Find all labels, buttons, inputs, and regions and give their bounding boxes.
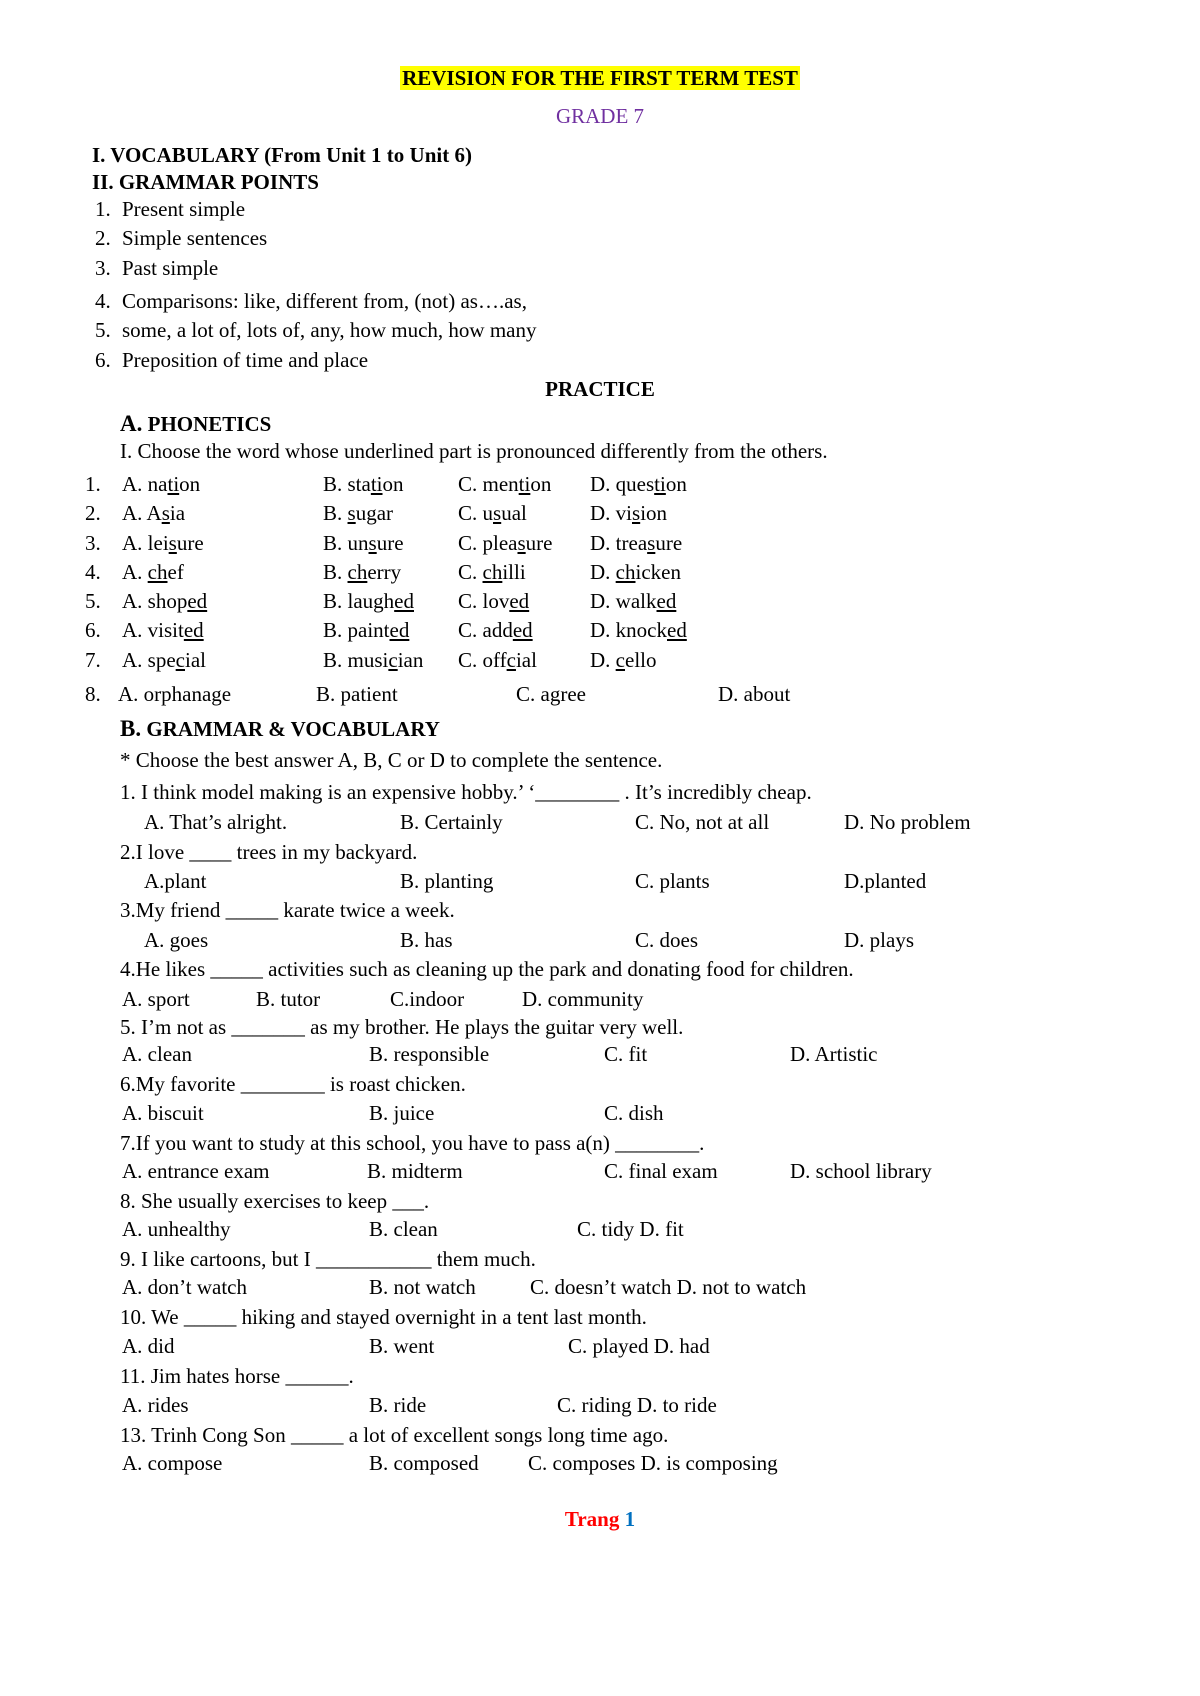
grade-label: GRADE 7	[555, 104, 645, 128]
answer-option: B. ride	[369, 1393, 427, 1417]
grammar-point: Comparisons: like, different from, (not) as….as,	[122, 289, 527, 313]
answer-option: B. Certainly	[400, 810, 503, 834]
option-b: B. unsure	[323, 531, 404, 555]
answer-option: D. Artistic	[790, 1042, 878, 1066]
option-a: A. special	[122, 648, 206, 672]
grammar-point: Present simple	[122, 197, 246, 221]
grammar-vocabulary-heading	[120, 717, 440, 740]
answer-option: A. sport	[122, 987, 190, 1011]
question-text: 9. I like cartoons, but I ___________ them much.	[120, 1247, 536, 1271]
answer-option: C. riding D. to ride	[557, 1393, 717, 1417]
answer-option: C. played D. had	[568, 1334, 710, 1358]
row-number: 3.	[85, 531, 101, 555]
answer-option: A.plant	[144, 869, 207, 893]
question-text: 2.I love ____ trees in my backyard.	[120, 840, 418, 864]
section-title: PHONETICS	[142, 412, 272, 436]
grammar-point-number: 2.	[95, 226, 111, 250]
page-footer	[0, 1509, 1200, 1530]
grammar-instruction: * Choose the best answer A, B, C or D to complete the sentence.	[120, 748, 663, 772]
option-d: D. about	[718, 682, 791, 706]
grammar-point-number: 3.	[95, 256, 111, 280]
option-b: B. sugar	[323, 501, 394, 525]
option-a: A. shoped	[122, 589, 208, 613]
grammar-point: some, a lot of, lots of, any, how much, how many	[122, 318, 537, 342]
section-title: GRAMMAR & VOCABULARY	[141, 717, 440, 741]
answer-option: A. clean	[122, 1042, 192, 1066]
answer-option: B. juice	[369, 1101, 435, 1125]
question-text: 6.My favorite ________ is roast chicken.	[120, 1072, 466, 1096]
option-c: C. added	[458, 618, 533, 642]
option-a: A. Asia	[122, 501, 186, 525]
option-b: B. painted	[323, 618, 410, 642]
question-text: 8. She usually exercises to keep ___.	[120, 1189, 430, 1213]
answer-option: A. rides	[122, 1393, 189, 1417]
vocabulary-heading: I. VOCABULARY (From Unit 1 to Unit 6)	[92, 143, 472, 167]
option-b: B. laughed	[323, 589, 414, 613]
option-c: C. chilli	[458, 560, 526, 584]
answer-option: D. school library	[790, 1159, 932, 1183]
option-a: A. orphanage	[118, 682, 232, 706]
row-number: 4.	[85, 560, 101, 584]
grammar-point-number: 1.	[95, 197, 111, 221]
option-a: A. visited	[122, 618, 204, 642]
option-c: C. mention	[458, 472, 552, 496]
option-d: D. vision	[590, 501, 668, 525]
option-d: D. walked	[590, 589, 677, 613]
phonetics-heading	[120, 412, 271, 435]
option-c: C. loved	[458, 589, 530, 613]
option-b: B. patient	[316, 682, 398, 706]
answer-option: B. composed	[369, 1451, 479, 1475]
answer-option: D. No problem	[844, 810, 971, 834]
option-a: A. chef	[122, 560, 184, 584]
grammar-point: Simple sentences	[122, 226, 268, 250]
answer-option: D.planted	[844, 869, 927, 893]
option-b: B. musician	[323, 648, 424, 672]
page-number: 1	[624, 1507, 636, 1531]
section-letter: B.	[120, 716, 142, 741]
question-text: 10. We _____ hiking and stayed overnight in a tent last month.	[120, 1305, 647, 1329]
option-d: D. question	[590, 472, 687, 496]
footer-label: Trang	[564, 1507, 620, 1531]
option-d: D. knocked	[590, 618, 687, 642]
answer-option: C. does	[635, 928, 698, 952]
row-number: 7.	[85, 648, 101, 672]
option-c: C. offcial	[458, 648, 537, 672]
option-c: C. pleasure	[458, 531, 553, 555]
answer-option: B. has	[400, 928, 453, 952]
question-text: 4.He likes _____ activities such as cleaning up the park and donating food for children.	[120, 957, 854, 981]
phonetics-instruction: I. Choose the word whose underlined part is pronounced differently from the others.	[120, 439, 828, 463]
answer-option: B. midterm	[367, 1159, 463, 1183]
document-title-line	[0, 68, 1200, 89]
grammar-points-heading: II. GRAMMAR POINTS	[92, 170, 319, 194]
option-d: D. chicken	[590, 560, 681, 584]
row-number: 2.	[85, 501, 101, 525]
question-text: 3.My friend _____ karate twice a week.	[120, 898, 455, 922]
answer-option: A. entrance exam	[122, 1159, 270, 1183]
answer-option: C. plants	[635, 869, 710, 893]
grammar-point-number: 5.	[95, 318, 111, 342]
answer-option: B. planting	[400, 869, 494, 893]
answer-option: C. composes D. is composing	[528, 1451, 778, 1475]
grammar-point: Past simple	[122, 256, 219, 280]
row-number: 6.	[85, 618, 101, 642]
answer-option: D. plays	[844, 928, 914, 952]
practice-heading: PRACTICE	[545, 377, 655, 401]
answer-option: C. doesn’t watch D. not to watch	[530, 1275, 807, 1299]
answer-option: D. community	[522, 987, 644, 1011]
answer-option: C. tidy D. fit	[577, 1217, 684, 1241]
option-c: C. usual	[458, 501, 527, 525]
answer-option: B. tutor	[256, 987, 321, 1011]
question-text: 1. I think model making is an expensive hobby.’ ‘________ . It’s incredibly cheap.	[120, 780, 812, 804]
option-b: B. station	[323, 472, 404, 496]
grammar-point-number: 4.	[95, 289, 111, 313]
option-b: B. cherry	[323, 560, 402, 584]
question-text: 5. I’m not as _______ as my brother. He plays the guitar very well.	[120, 1015, 684, 1039]
option-a: A. leisure	[122, 531, 204, 555]
grammar-point: Preposition of time and place	[122, 348, 369, 372]
answer-option: C.indoor	[390, 987, 465, 1011]
answer-option: B. clean	[369, 1217, 438, 1241]
answer-option: A. biscuit	[122, 1101, 204, 1125]
option-d: D. cello	[590, 648, 657, 672]
row-number: 1.	[85, 472, 101, 496]
section-letter: A.	[120, 411, 143, 436]
option-c: C. agree	[516, 682, 586, 706]
answer-option: B. went	[369, 1334, 435, 1358]
answer-option: C. final exam	[604, 1159, 718, 1183]
document-title: REVISION FOR THE FIRST TERM TEST	[402, 66, 798, 90]
row-number: 5.	[85, 589, 101, 613]
answer-option: B. not watch	[369, 1275, 476, 1299]
answer-option: A. compose	[122, 1451, 223, 1475]
option-a: A. nation	[122, 472, 201, 496]
answer-option: A. don’t watch	[122, 1275, 248, 1299]
answer-option: A. That’s alright.	[144, 810, 288, 834]
answer-option: C. No, not at all	[635, 810, 770, 834]
answer-option: A. goes	[144, 928, 209, 952]
question-text: 13. Trinh Cong Son _____ a lot of excellent songs long time ago.	[120, 1423, 669, 1447]
answer-option: C. dish	[604, 1101, 664, 1125]
answer-option: A. unhealthy	[122, 1217, 231, 1241]
row-number: 8.	[85, 682, 101, 706]
question-text: 11. Jim hates horse ______.	[120, 1364, 354, 1388]
answer-option: C. fit	[604, 1042, 648, 1066]
answer-option: A. did	[122, 1334, 175, 1358]
question-text: 7.If you want to study at this school, you have to pass a(n) ________.	[120, 1131, 705, 1155]
grammar-point-number: 6.	[95, 348, 111, 372]
option-d: D. treasure	[590, 531, 683, 555]
answer-option: B. responsible	[369, 1042, 490, 1066]
